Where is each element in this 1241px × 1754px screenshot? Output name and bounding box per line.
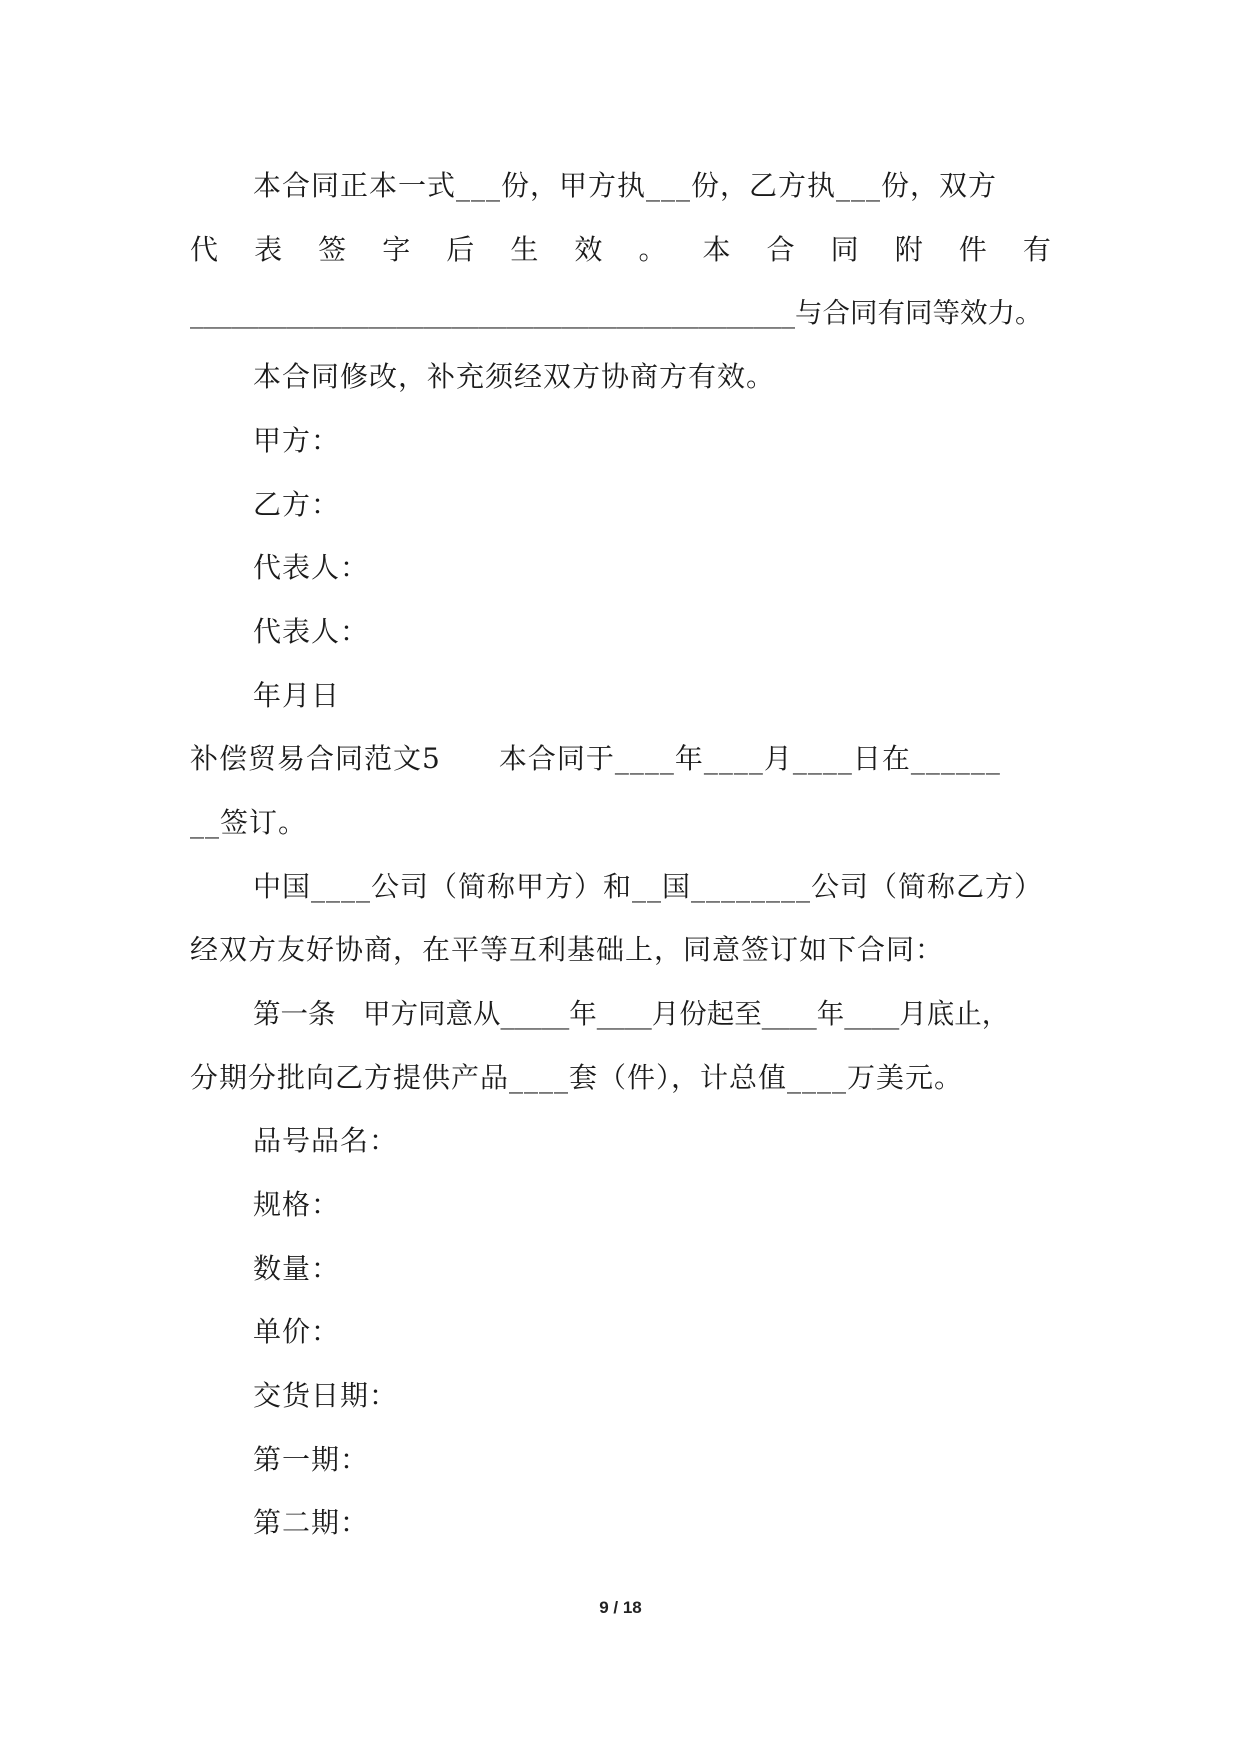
spread-char: 签 — [318, 233, 348, 266]
field-label-party-b: 乙方： — [253, 488, 341, 521]
field-label-phase-one: 第一期： — [253, 1443, 370, 1476]
paragraph-line: 分期分批向乙方提供产品____套（件），计总值____万美元。 — [190, 1061, 964, 1094]
paragraph-line: __签订。 — [190, 806, 308, 839]
paragraph-line: 中国____公司（简称甲方）和__国________公司（简称乙方） — [253, 870, 1044, 903]
spread-char: 字 — [382, 233, 412, 266]
paragraph-line: 本合同正本一式___份，甲方执___份，乙方执___份，双方 — [253, 169, 998, 202]
spread-char: 合 — [766, 233, 796, 266]
spread-char: 后 — [446, 233, 476, 266]
field-label-party-a: 甲方： — [253, 424, 341, 457]
section-heading-line: 补偿贸易合同范文5 本合同于____年____月____日在______ — [190, 742, 1001, 775]
field-label-specification: 规格： — [253, 1188, 341, 1221]
spread-char: 效 — [574, 233, 604, 266]
spread-char: 件 — [958, 233, 988, 266]
page-number: 9 / 18 — [599, 1598, 642, 1617]
paragraph-line: ____________________________________________与合同有同等效力。 — [190, 297, 1043, 329]
spread-char: 表 — [254, 233, 284, 266]
spread-char: 同 — [830, 233, 860, 266]
spread-char: 代 — [190, 233, 220, 266]
field-label-representative: 代表人： — [253, 551, 370, 584]
field-label-representative: 代表人： — [253, 615, 370, 648]
paragraph-line: 本合同修改，补充须经双方协商方有效。 — [253, 360, 776, 393]
paragraph-line: 经双方友好协商，在平等互利基础上，同意签订如下合同： — [190, 933, 945, 966]
field-label-product-name: 品号品名： — [253, 1124, 399, 1157]
spread-char: 。 — [638, 233, 668, 266]
field-label-delivery-date: 交货日期： — [253, 1379, 399, 1412]
spread-char: 附 — [894, 233, 924, 266]
field-label-date: 年月日 — [253, 679, 341, 712]
field-label-quantity: 数量： — [253, 1252, 341, 1285]
paragraph-line-spread — [190, 230, 1052, 270]
spread-char: 生 — [510, 233, 540, 266]
spread-char: 有 — [1022, 233, 1052, 266]
field-label-unit-price: 单价： — [253, 1315, 341, 1348]
spread-char: 本 — [702, 233, 732, 266]
paragraph-line: 第一条 甲方同意从_____年____月份起至____年____月底止， — [253, 998, 1010, 1030]
field-label-phase-two: 第二期： — [253, 1506, 370, 1539]
